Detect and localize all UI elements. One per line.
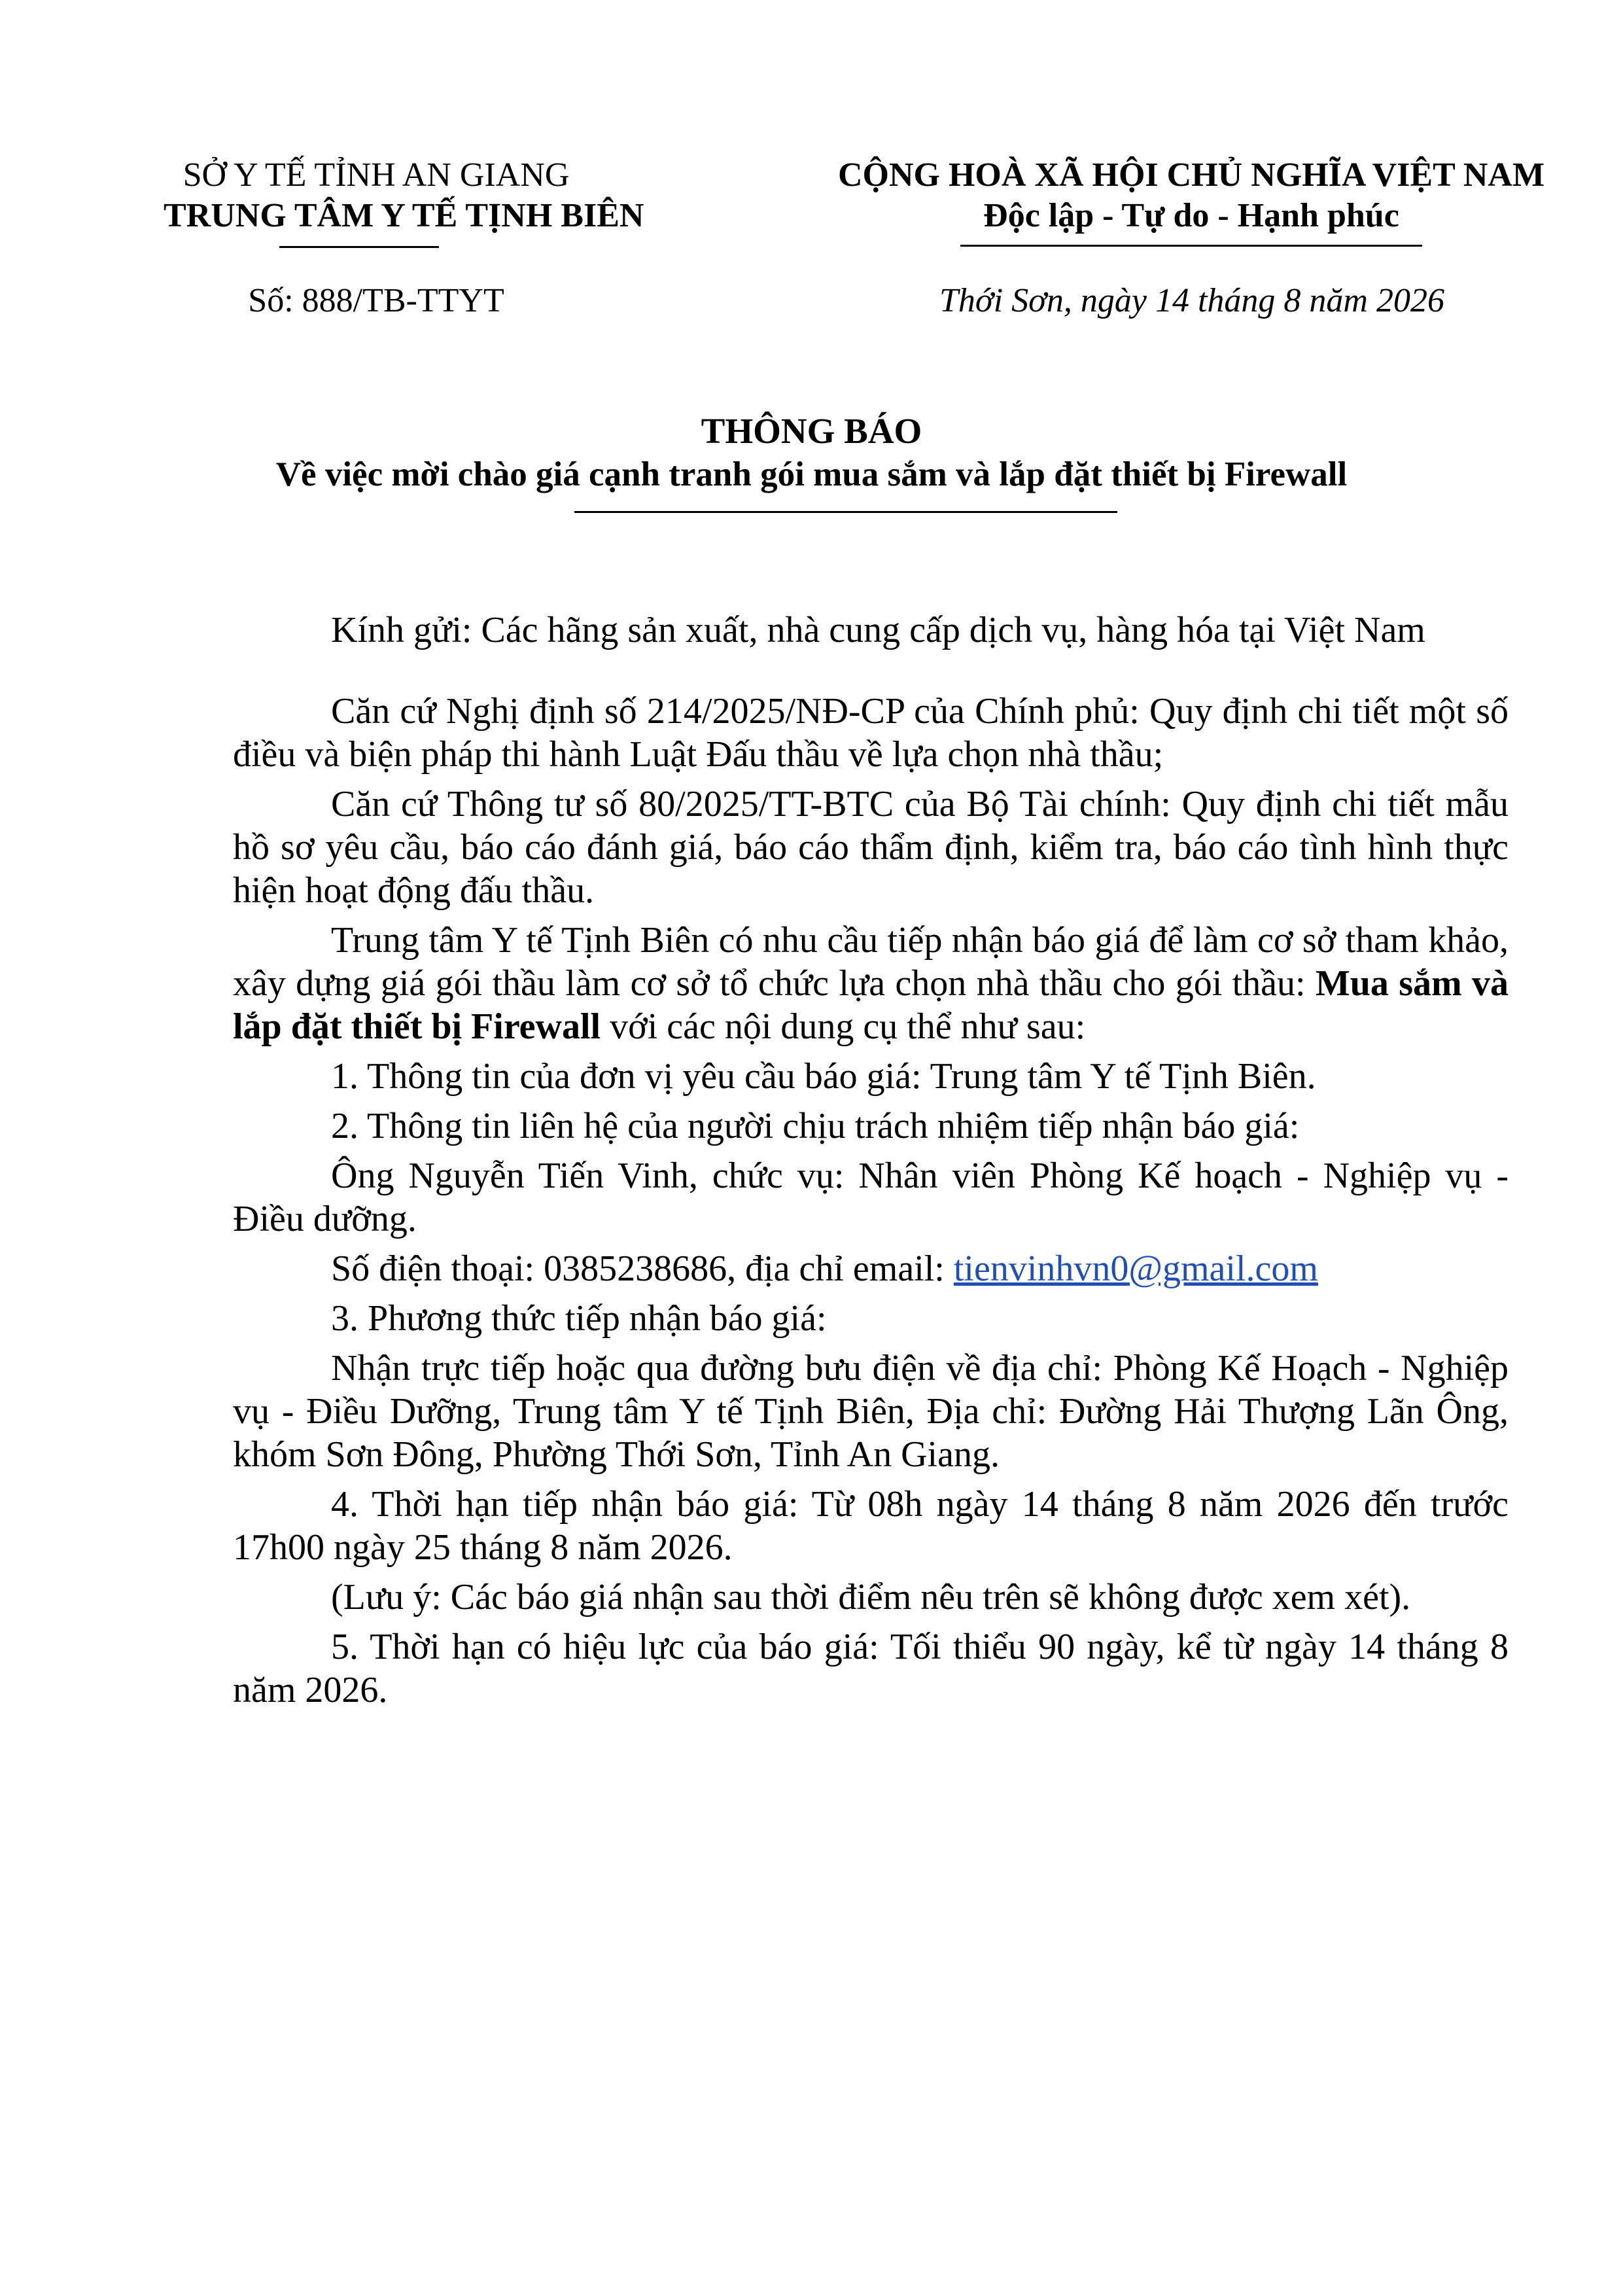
contact-phone-text: Số điện thoại: 0385238686, địa chỉ email:: [331, 1248, 954, 1289]
item-1: 1. Thông tin của đơn vị yêu cầu báo giá: Trung tâm Y tế Tịnh Biên.: [331, 1056, 1316, 1097]
document-subject: Về việc mời chào giá cạnh tranh gói mua sắm và lắp đặt thiết bị Firewall: [275, 455, 1348, 493]
package-name: Mua sắm và lắp đặt thiết bị Firewall: [233, 963, 1509, 1047]
national-motto: Độc lập - Tự do - Hạnh phúc: [983, 197, 1399, 234]
agency-name: SỞ Y TẾ TỈNH AN GIANG: [183, 156, 570, 194]
title-underline: [574, 511, 1117, 513]
motto-underline: [960, 245, 1422, 247]
item-5: 5. Thời hạn có hiệu lực của báo giá: Tối thiểu 90 ngày, kể từ ngày 14 tháng 8 năm 2026.: [233, 1627, 1509, 1710]
unit-underline: [279, 246, 439, 248]
contact-email-link[interactable]: tienvinhvn0@gmail.com: [953, 1248, 1318, 1289]
item-3-detail: Nhận trực tiếp hoặc qua đường bưu điện về địa chỉ: Phòng Kế Hoạch - Nghiệp vụ - Điều Dưỡng, Trung tâm Y tế Tịnh Biên, Địa chỉ: Đường Hải Thượng Lãn Ông, khóm Sơn Đông, Phường Thới Sơn, Tỉnh An Giang.: [233, 1348, 1509, 1475]
unit-name: TRUNG TÂM Y TẾ TỊNH BIÊN: [164, 197, 644, 234]
place-and-date: Thới Sơn, ngày 14 tháng 8 năm 2026: [939, 282, 1444, 319]
document-body: [233, 609, 1509, 1718]
intro-text-after: với các nội dung cụ thể như sau:: [601, 1006, 1086, 1047]
document-number: Số: 888/TB-TTYT: [248, 282, 504, 319]
contact-person: Ông Nguyễn Tiến Vinh, chức vụ: Nhân viên Phòng Kế hoạch - Nghiệp vụ - Điều dưỡng.: [233, 1156, 1509, 1239]
intro-paragraph: [233, 919, 1509, 1048]
document-title: THÔNG BÁO: [701, 411, 922, 451]
intro-text-before: Trung tâm Y tế Tịnh Biên có nhu cầu tiếp nhận báo giá để làm cơ sở tham khảo, xây dựng giá gói thầu làm cơ sở tổ chức lựa chọn nhà thầu cho gói thầu:: [233, 920, 1509, 1004]
item-2-heading: 2. Thông tin liên hệ của người chịu trách nhiệm tiếp nhận báo giá:: [331, 1106, 1300, 1146]
item-4-note: (Lưu ý: Các báo giá nhận sau thời điểm nêu trên sẽ không được xem xét).: [331, 1577, 1411, 1617]
recipient-line: Kính gửi: Các hãng sản xuất, nhà cung cấp dịch vụ, hàng hóa tại Việt Nam: [331, 610, 1425, 650]
country-name: CỘNG HOÀ XÃ HỘI CHỦ NGHĨA VIỆT NAM: [837, 156, 1545, 194]
legal-basis-circular: Căn cứ Thông tư số 80/2025/TT-BTC của Bộ Tài chính: Quy định chi tiết mẫu hồ sơ yêu cầu, báo cáo đánh giá, báo cáo thẩm định, kiểm tra, báo cáo tình hình thực hiện hoạt động đấu thầu.: [233, 784, 1509, 911]
legal-basis-decree: Căn cứ Nghị định số 214/2025/NĐ-CP của Chính phủ: Quy định chi tiết một số điều và biện pháp thi hành Luật Đấu thầu về lựa chọn nhà thầu;: [233, 691, 1509, 775]
item-3-heading: 3. Phương thức tiếp nhận báo giá:: [331, 1298, 827, 1339]
contact-details: [233, 1247, 1509, 1290]
item-4-deadline: 4. Thời hạn tiếp nhận báo giá: Từ 08h ngày 14 tháng 8 năm 2026 đến trước 17h00 ngày 25 tháng 8 năm 2026.: [233, 1484, 1509, 1568]
